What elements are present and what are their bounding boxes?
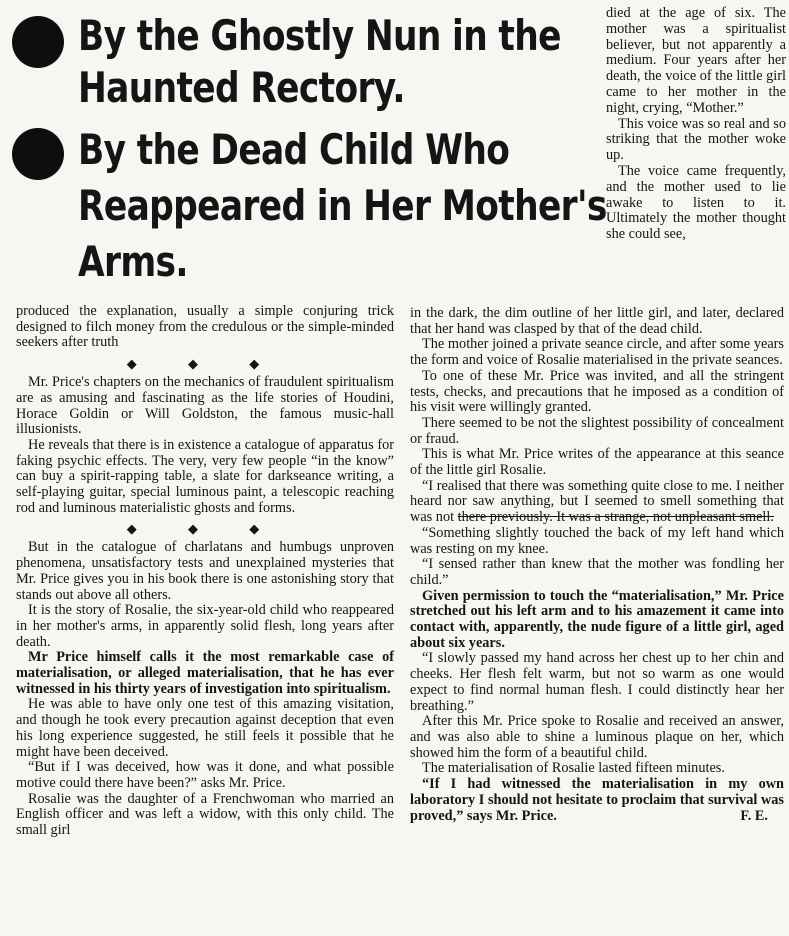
paragraph: But in the catalogue of charlatans and humbugs unproven phenomena, unsatisfactory tests and unexplained mysteries that Mr. Price gives you in his book there is one astonishing story that stands out above all others. — [16, 539, 394, 603]
paragraph-emphasis — [410, 777, 784, 824]
section-ornament: ◆ ◆ ◆ — [126, 356, 284, 372]
headline-lines-1 — [78, 10, 561, 114]
paragraph: died at the age of six. The mother was a spiritualist believer, but not apparently a medium. Four years after her death, the voice of the little girl came to her mother in the night, crying, “Mother.” — [606, 5, 786, 116]
struck-text: there previously. It was a strange, not unpleasant smell. — [457, 509, 774, 526]
paragraph: in the dark, the dim outline of her little girl, and later, declared that her hand was clasped by that of the dead child. — [410, 305, 784, 337]
paragraph-emphasis: Mr Price himself calls it the most remarkable case of materialisation, or alleged materialisation, that he has ever witnessed in his thirty years of investigation into spiritualism. — [16, 649, 394, 697]
paragraph: There seemed to be not the slightest possibility of concealment or fraud. — [410, 414, 784, 447]
paragraph: The voice came frequently, and the mother used to lie awake to listen to it. Ultimately the mother thought she could see, — [606, 162, 786, 243]
bullet-dot-icon — [12, 16, 64, 68]
paragraph: This is what Mr. Price writes of the appearance at this seance of the little girl Rosalie. — [410, 446, 784, 479]
paragraph — [410, 479, 784, 526]
paragraph: produced the explanation, usually a simple conjuring trick designed to filch money from the credulous or the simple-minded seekers after truth — [16, 303, 394, 351]
closing-quote: “If I had witnessed the materialisation in my own laboratory I should not hesitate to proclaim that survival was proved,” says Mr. Price. — [410, 776, 784, 824]
headline — [12, 10, 607, 290]
section-ornament: ◆ ◆ ◆ — [126, 521, 284, 537]
paragraph: To one of these Mr. Price was invited, and all the stringent tests, checks, and precautions that he imposed as a condition of his visit were willingly granted. — [410, 367, 784, 416]
paragraph: It is the story of Rosalie, the six-year-old child who reappeared in her mother's arms, in apparently solid flesh, long years after death. — [16, 602, 394, 650]
paragraph: “I slowly passed my hand across her chest up to her chin and cheeks. Her flesh felt warm, but not so warm as one would expect to find normal human flesh. I could distinctly hear her breathing.” — [410, 650, 784, 714]
quote-text: “I realised that there was something quite close to me. I neither heard nor saw anything, but I seemed to smell something that was not — [410, 477, 784, 526]
headline-item-dead-child — [12, 122, 607, 290]
headline-line-3: By the Dead Child Who — [78, 125, 510, 174]
paragraph: The materialisation of Rosalie lasted fifteen minutes. — [422, 760, 725, 777]
headline-line-4: Reappeared in Her Mother's — [78, 181, 607, 230]
headline-line-2: Haunted Rectory. — [78, 63, 405, 112]
paragraph: “I sensed rather than knew that the mother was fondling her child.” — [410, 556, 784, 588]
headline-line-5: Arms. — [78, 237, 188, 286]
left-column — [16, 304, 394, 839]
paragraph: “But if I was deceived, how was it done, and what possible motive could there have been?” asks Mr. Price. — [16, 759, 394, 791]
paragraph-emphasis: Given permission to touch the “materialisation,” Mr. Price stretched out his left arm and to his amazement it came into contact with, apparently, the nude figure of a little girl, aged about six years. — [410, 587, 784, 651]
author-signature: F. E. — [740, 807, 768, 824]
headline-lines-2 — [78, 122, 607, 290]
headline-line-1: By the Ghostly Nun in the — [78, 11, 561, 60]
paragraph: This voice was so real and so striking that the mother woke up. — [606, 115, 786, 164]
paragraph: Mr. Price's chapters on the mechanics of fraudulent spiritualism are as amusing and fascinating as the life stories of Houdini, Horace Goldin or Will Goldston, the famous music-hall illusionists. — [16, 374, 394, 438]
paragraph: Rosalie was the daughter of a Frenchwoman who married an English officer and was left a widow, with this only child. The small girl — [16, 790, 394, 839]
bullet-dot-icon — [12, 128, 64, 180]
paragraph: He was able to have only one test of this amazing visitation, and though he took every precaution against deception that even his long experience suggested, he still feels it possible that he might have been deceived. — [16, 696, 394, 760]
headline-item-ghostly-nun — [12, 10, 597, 114]
right-column-top — [606, 6, 786, 243]
middle-column — [410, 306, 784, 824]
paragraph: “Something slightly touched the back of my left hand which was resting on my knee. — [410, 524, 784, 557]
paragraph: After this Mr. Price spoke to Rosalie and received an answer, and was also able to shine a luminous plaque on her, which showed him the form of a beautiful child. — [410, 713, 784, 761]
paragraph: He reveals that there is in existence a catalogue of apparatus for faking psychic effects. The very, very few people “in the know” can buy a spirit-rapping table, a slate for darkseance writing, a self-playing guitar, special luminous paint, a telescopic reaching rod and luminous materialistic ghosts and forms. — [16, 436, 394, 516]
paragraph: The mother joined a private seance circle, and after some years the form and voice of Rosalie materialised in the private seances. — [410, 336, 784, 369]
